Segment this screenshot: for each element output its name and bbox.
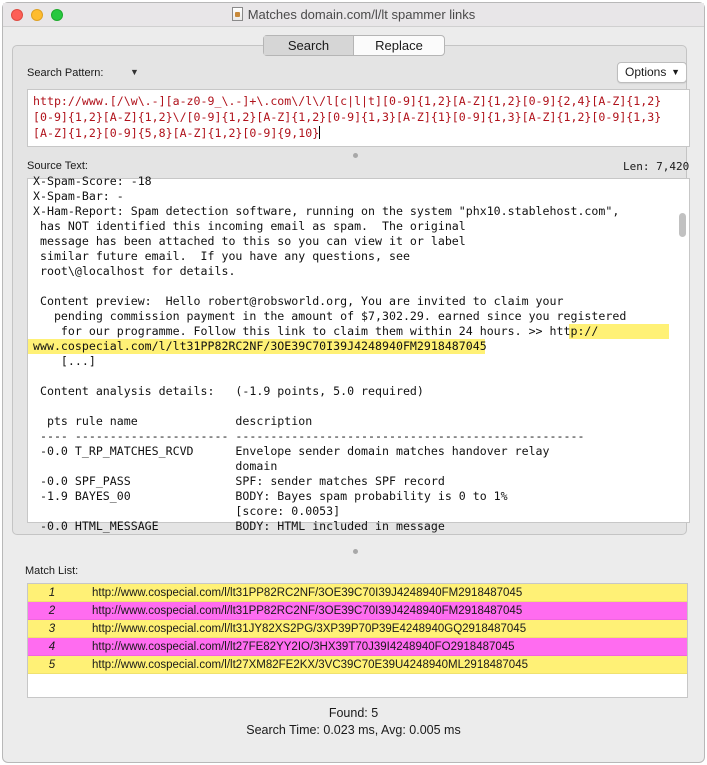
found-count: Found: 5	[328, 706, 379, 720]
search-pattern-label: Search Pattern:	[27, 67, 104, 79]
pattern-history-dropdown-icon[interactable]: ▼	[130, 67, 139, 77]
results-splitter-handle[interactable]	[353, 549, 358, 554]
match-list	[27, 583, 688, 698]
match-url: http://www.cospecial.com/l/lt31PP82RC2NF/3OE39C70I39J4248940FM2918487045	[92, 586, 523, 599]
match-row[interactable]	[28, 638, 687, 656]
app-window	[2, 2, 705, 763]
match-url: http://www.cospecial.com/l/lt31PP82RC2NF/3OE39C70I39J4248940FM2918487045	[92, 604, 523, 617]
source-text-content: X-Spam-Score: -18 X-Spam-Bar: - X-Ham-Report: Spam detection software, running on the system "phx10.stablehost.com", has NOT identified this incoming email as spam. The original message has been attached to this so you can view it or label similar future email. If you have any questions, see root\@localhost for details. Content preview: Hello robert@robsworld.org, You are invited to claim your pending commission payment in the amount of $7,302.29. earned since you registered for our programme. Follow this link to claim them within 24 hours. >> http:// www.cospecial.com/l/lt31PP82RC2NF/3OE39C70I39J4248940FM2918487045 [...] Content analysis details: (-1.9 points, 5.0 required) pts rule name description ---- ---------------------- -------------------------------------------------- -0.0 T_RP_MATCHES_RCVD Envelope sender domain matches handover relay domain -0.0 SPF_PASS SPF: sender matches SPF record -1.9 BAYES_00 BODY: Bayes spam probability is 0 to 1% [score: 0.0053] -0.0 HTML_MESSAGE BODY: HTML included in message	[33, 174, 627, 533]
source-text-label: Source Text:	[27, 160, 88, 172]
pattern-line-1: http://www.[/\w\.-][a-z0-9_\.-]+\.com\/l\/l[c|l|t][0-9]{1,2}[A-Z]{1,2}[0-9]{2,4}[A-Z]{1,2}	[33, 94, 662, 108]
source-text-area[interactable]	[27, 174, 690, 533]
match-number: 2	[48, 604, 56, 617]
search-pattern-input[interactable]	[27, 89, 690, 147]
match-row[interactable]	[28, 602, 687, 620]
match-number: 4	[48, 640, 56, 653]
match-row[interactable]	[28, 584, 687, 602]
match-row[interactable]	[28, 656, 687, 674]
match-url: http://www.cospecial.com/l/lt27FE82YY2IO/3HX39T70J39I4248940FO2918487045	[92, 640, 515, 653]
tab-search[interactable]: Search	[264, 36, 354, 55]
text-caret	[319, 126, 320, 139]
source-scrollbar-thumb[interactable]	[679, 213, 686, 237]
match-row[interactable]	[28, 620, 687, 638]
mode-segmented-control	[263, 35, 445, 56]
search-time: Search Time: 0.023 ms, Avg: 0.005 ms	[246, 723, 461, 737]
window-title-container	[3, 7, 704, 22]
window-title: Matches domain.com/l/lt spammer links	[247, 7, 476, 22]
pattern-line-3: [A-Z]{1,2}[0-9]{5,8}[A-Z]{1,2}[0-9]{9,10}	[33, 126, 320, 140]
match-url: http://www.cospecial.com/l/lt27XM82FE2KX/3VC39C70E39U4248940ML2918487045	[92, 658, 528, 671]
match-number: 5	[48, 658, 56, 671]
source-length: Len: 7,420	[623, 160, 690, 173]
document-icon	[232, 7, 243, 21]
pattern-line-2: [0-9]{1,2}[A-Z]{1,2}\/[0-9]{1,2}[A-Z]{1,2}[0-9]{1,3}[A-Z]{1}[0-9]{1,3}[A-Z]{1,2}[0-9]{1,3}	[33, 110, 662, 124]
options-label: Options	[625, 65, 667, 79]
tab-replace[interactable]: Replace	[375, 38, 423, 53]
match-number: 3	[48, 622, 56, 635]
title-bar	[3, 3, 704, 27]
pattern-splitter-handle[interactable]	[353, 153, 358, 158]
options-button[interactable]	[617, 62, 687, 83]
match-list-label: Match List:	[25, 565, 79, 577]
chevron-down-icon: ▼	[671, 67, 680, 77]
match-number: 1	[48, 586, 56, 599]
match-url: http://www.cospecial.com/l/lt31JY82XS2PG/3XP39P70P39E4248940GQ2918487045	[92, 622, 527, 635]
